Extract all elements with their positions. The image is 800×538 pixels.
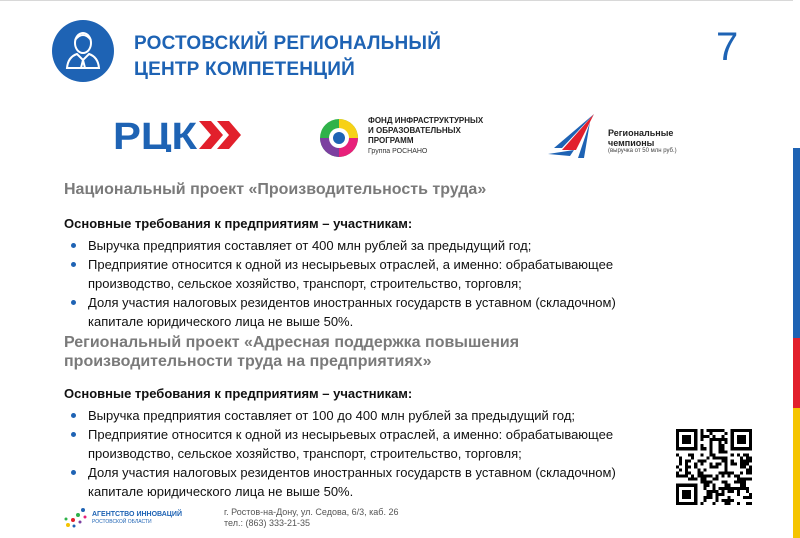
- national-requirements-list: [64, 236, 664, 331]
- fiop-line3: ПРОГРАММ: [368, 136, 414, 145]
- fiop-logo-mark: [318, 117, 360, 164]
- list-item: Доля участия налоговых резидентов иностранных государств в уставном (складочном) капитале юридического лица не выше 50%.: [64, 463, 664, 501]
- regional-requirements-list: [64, 406, 664, 501]
- champions-logo-text: [608, 128, 673, 148]
- champions-line1: Региональные: [608, 128, 674, 138]
- list-item: Доля участия налоговых резидентов иностранных государств в уставном (складочном) капитале юридического лица не выше 50%.: [64, 293, 664, 331]
- rck-logo: [113, 118, 245, 157]
- fiop-logo-text: [368, 116, 483, 146]
- flag-stripe-white: [793, 0, 800, 148]
- list-item: Выручка предприятия составляет от 400 млн рублей за предыдущий год;: [64, 236, 664, 255]
- fiop-line1: ФОНД ИНФРАСТРУКТУРНЫХ: [368, 116, 484, 125]
- list-item: Выручка предприятия составляет от 100 до 400 млн рублей за предыдущий год;: [64, 406, 664, 425]
- list-item: Предприятие относится к одной из несырьевых отраслей, а именно: обрабатывающее производство, сельское хозяйство, транспорт, строительство, торговля;: [64, 425, 664, 463]
- page-number: 7: [716, 25, 739, 69]
- address-text: г. Ростов-на-Дону, ул. Седова, 6/3, каб. 26: [224, 507, 399, 517]
- champions-revenue-note: (выручка от 50 млн руб.): [608, 148, 677, 154]
- top-divider: [0, 0, 800, 1]
- flag-stripe-red: [793, 338, 800, 408]
- page-title: [134, 31, 441, 83]
- agency-name: АГЕНТСТВО ИННОВАЦИЙ: [92, 511, 182, 518]
- national-project-heading: Национальный проект «Производительность труда»: [64, 181, 487, 198]
- champions-line2: чемпионы: [608, 138, 655, 148]
- rck-logo-text: РЦК: [113, 118, 198, 152]
- fiop-line2: И ОБРАЗОВАТЕЛЬНЫХ: [368, 126, 461, 135]
- rck-chevron-1: [199, 121, 223, 149]
- page-title-line1: РОСТОВСКИЙ РЕГИОНАЛЬНЫЙ: [134, 33, 442, 54]
- contact-info: [224, 507, 398, 529]
- regional-project-heading: Региональный проект «Адресная поддержка повышения производительности труда на предприятиях»: [64, 334, 520, 370]
- regional-requirements-title: Основные требования к предприятиям – участникам:: [64, 386, 413, 401]
- national-requirements-title: Основные требования к предприятиям – участникам:: [64, 216, 413, 231]
- agency-region: РОСТОВСКОЙ ОБЛАСТИ: [92, 519, 152, 525]
- phone-text: тел.: (863) 333-21-35: [224, 518, 311, 528]
- qr-code[interactable]: [676, 429, 752, 510]
- flag-stripe-blue: [793, 148, 800, 338]
- champions-logo-mark: [544, 114, 596, 165]
- flag-stripe-yellow: [793, 408, 800, 538]
- fiop-group-label: Группа РОСНАНО: [368, 148, 428, 155]
- list-item: Предприятие относится к одной из несырьевых отраслей, а именно: обрабатывающее производство, сельское хозяйство, транспорт, строительство, торговля;: [64, 255, 664, 293]
- page-title-line2: ЦЕНТР КОМПЕТЕНЦИЙ: [134, 59, 355, 80]
- agency-logo-mark: [62, 505, 90, 536]
- user-avatar-icon: [52, 20, 114, 82]
